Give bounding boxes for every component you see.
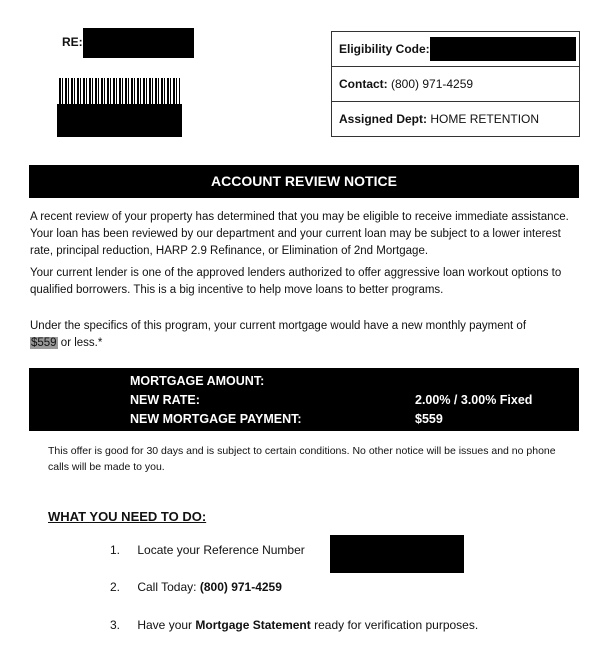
new-payment-label: NEW MORTGAGE PAYMENT:	[130, 412, 302, 426]
new-rate-value: 2.00% / 3.00% Fixed	[415, 393, 533, 407]
step-3-number: 3.	[110, 618, 121, 632]
step-1-number: 1.	[110, 543, 121, 557]
paragraph-1: A recent review of your property has determined that you may be eligible to receive immediate assistance. Your loan has been reviewed by our department and your current loan may be subject to a lower interest rate, principal reduction, HARP 2.9 Refinance, or Elimination of 2nd Mortgage.	[30, 211, 569, 257]
mortgage-amount-label: MORTGAGE AMOUNT:	[130, 374, 265, 388]
mortgage-panel	[29, 368, 579, 431]
step-1	[110, 543, 305, 557]
eligibility-label: Eligibility Code:	[339, 42, 430, 56]
redacted-recipient	[83, 28, 194, 58]
dept-value: HOME RETENTION	[430, 112, 540, 126]
step-3-bold: Mortgage Statement	[195, 618, 311, 632]
redacted-address	[57, 104, 182, 137]
new-rate-label: NEW RATE:	[130, 393, 200, 407]
paragraph-3-text: Under the specifics of this program, your current mortgage would have a new monthly payment of	[30, 320, 527, 332]
step-3-text: Have your	[137, 618, 193, 632]
step-2-number: 2.	[110, 580, 121, 594]
barcode-image	[59, 78, 180, 106]
contact-label: Contact:	[339, 77, 388, 91]
step-2-text: Call Today:	[137, 580, 197, 594]
contact-value: (800) 971-4259	[391, 77, 474, 91]
step-3-suffix: ready for verification purposes.	[314, 618, 479, 632]
redacted-reference-number	[330, 535, 464, 573]
step-3	[110, 618, 478, 632]
notice-banner: ACCOUNT REVIEW NOTICE	[29, 165, 579, 198]
paragraph-2: Your current lender is one of the approved lenders authorized to offer aggressive loan workout options to qualified borrowers. This is a big incentive to help move loans to better programs.	[30, 267, 562, 296]
offer-notice: This offer is good for 30 days and is subject to certain conditions. No other notice will be issues and no phone calls will be made to you.	[48, 445, 556, 473]
step-1-text: Locate your Reference Number	[137, 543, 305, 557]
todo-heading: WHAT YOU NEED TO DO:	[48, 509, 207, 524]
step-2	[110, 580, 282, 594]
paragraph-3-suffix: or less.*	[60, 337, 103, 349]
redacted-eligibility-code	[430, 37, 576, 61]
step-2-phone: (800) 971-4259	[199, 580, 282, 594]
payment-amount: $559	[31, 337, 57, 349]
paragraph-3	[30, 318, 578, 352]
contact-row	[332, 67, 579, 102]
dept-label: Assigned Dept:	[339, 112, 428, 126]
info-box	[331, 31, 580, 137]
new-payment-value: $559	[415, 412, 443, 426]
dept-row	[332, 102, 579, 137]
re-label: RE:	[62, 35, 83, 49]
